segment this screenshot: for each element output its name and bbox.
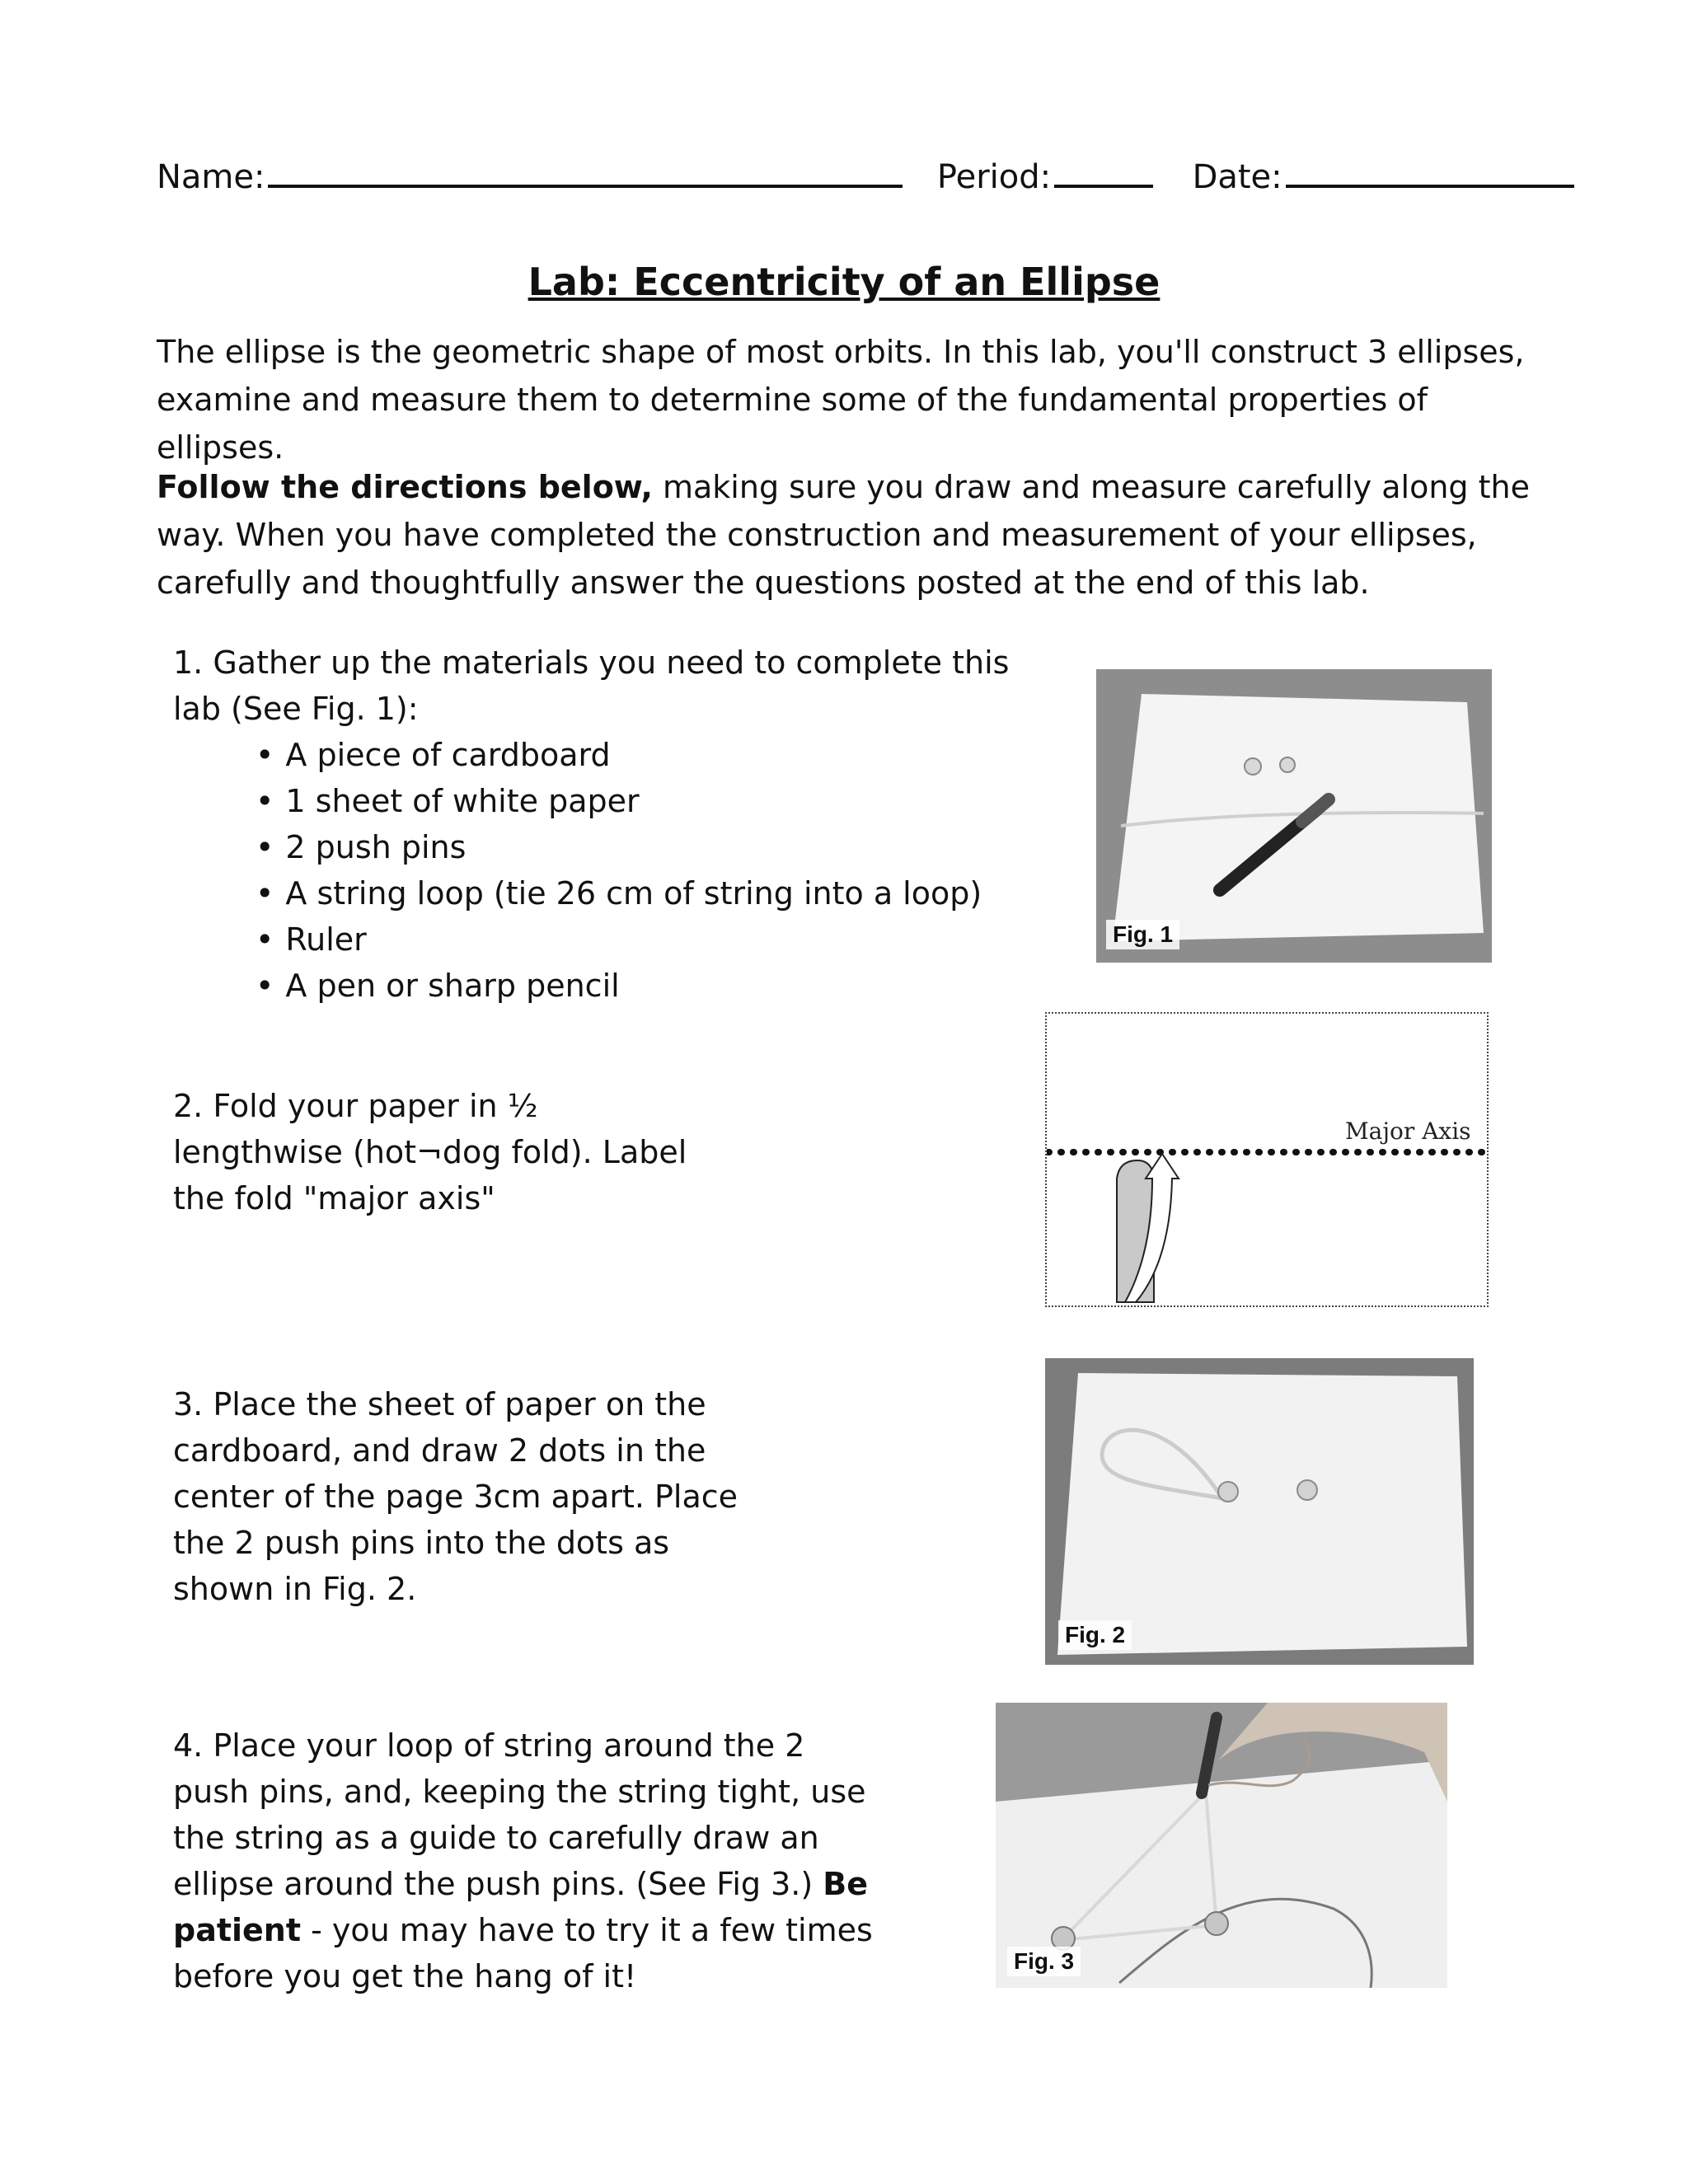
date-label: Date: [1192, 158, 1282, 196]
step-2-text: 2. Fold your paper in ½ lengthwise (hot¬dog fold). Label the fold "major axis" [173, 1088, 687, 1216]
page-title: Lab: Eccentricity of an Ellipse [528, 260, 1160, 304]
period-label: Period: [936, 158, 1052, 196]
directions-text: making sure you draw and measure carefully along the way. When you have completed the construction and measurement of your ellipses, carefully and thoughtfully answer the questions posted at the end of this lab. [157, 469, 1530, 601]
materials-list [173, 732, 1055, 1009]
list-item: • Ruler [256, 916, 1055, 963]
step-1 [173, 640, 1055, 1009]
step-1-text: 1. Gather up the materials you need to complete this lab (See Fig. 1): [173, 644, 1010, 727]
figure-1-label: Fig. 1 [1106, 920, 1179, 949]
figure-2-illustration [1045, 1358, 1474, 1665]
figure-3-illustration [996, 1703, 1447, 1988]
list-item: • A pen or sharp pencil [256, 963, 1055, 1009]
list-item: • A piece of cardboard [256, 732, 1055, 778]
fold-diagram [1045, 1012, 1489, 1307]
step-4-text-a: 4. Place your loop of string around the 2 push pins, and, keeping the string tight, use the string as a guide to carefully draw an ellipse around the push pins. (See Fig 3.) [173, 1727, 866, 1902]
step-4-bold: Be patient [173, 1866, 868, 1948]
list-item: • A string loop (tie 26 cm of string into a loop) [256, 870, 1055, 916]
period-blank[interactable] [1054, 185, 1153, 188]
name-blank[interactable] [268, 185, 903, 188]
figure-2-photo [1045, 1358, 1474, 1665]
fold-arrows [1047, 1014, 1487, 1305]
list-item: • 1 sheet of white paper [256, 778, 1055, 824]
figure-3-label: Fig. 3 [1007, 1947, 1081, 1976]
figure-1-photo [1096, 669, 1492, 963]
intro-paragraph: The ellipse is the geometric shape of most orbits. In this lab, you'll construct 3 ellipses, examine and measure them to determine some of the fundamental properties of ellipses. [157, 334, 1525, 466]
major-axis-label: Major Axis [1345, 1118, 1471, 1145]
list-item: • 2 push pins [256, 824, 1055, 870]
figure-2-label: Fig. 2 [1058, 1620, 1132, 1650]
name-label: Name: [157, 158, 265, 196]
step-3-text: 3. Place the sheet of paper on the cardboard, and draw 2 dots in the center of the page 3cm apart. Place the 2 push pins into the dots as shown in Fig. 2. [173, 1386, 738, 1607]
directions-paragraph [157, 463, 1541, 607]
step-4-text-b: - you may have to try it a few times before you get the hang of it! [173, 1912, 873, 1994]
figure-3-photo [996, 1703, 1447, 1988]
directions-bold-lead: Follow the directions below, [157, 469, 653, 505]
header-fields [157, 158, 1533, 208]
figure-1-illustration [1096, 669, 1492, 963]
date-blank[interactable] [1286, 185, 1574, 188]
step-4 [173, 1722, 882, 1999]
